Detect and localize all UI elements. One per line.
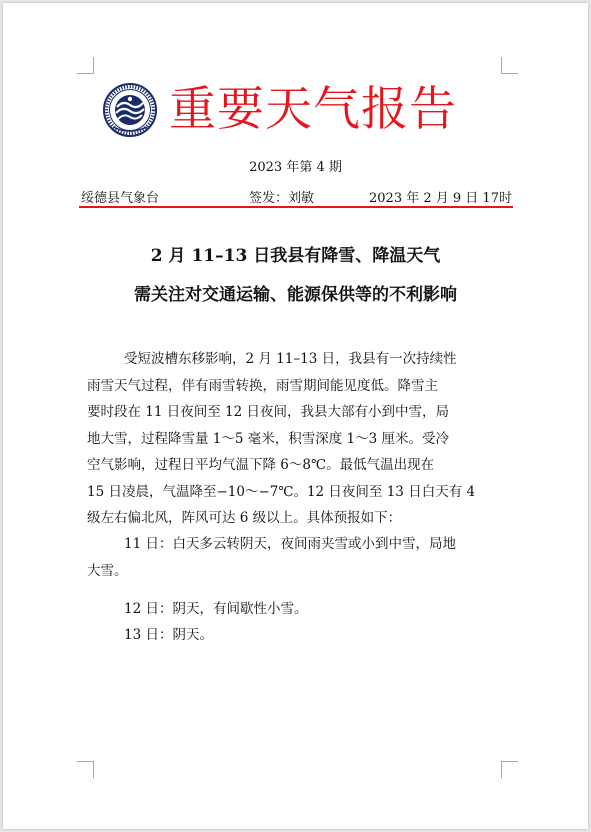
signer: 签发：刘敏 [249, 191, 315, 206]
crop-mark-top-left [77, 57, 94, 74]
body-line: 15 日凌晨，气温降至−10～−7℃。12 日夜间至 13 日白天有 4 [87, 483, 476, 500]
report-title: 重要天气报告 [169, 82, 457, 137]
forecast-day-13 [87, 622, 507, 649]
body-line: 要时段在 11 日夜间至 12 日夜间，我县大部有小到中雪，局 [87, 404, 450, 420]
body-line: 地大雪，过程降雪量 1～5 毫米，积雪深度 1～3 厘米。受冷 [87, 430, 450, 447]
body-paragraph-1 [87, 346, 507, 532]
body-line: 13 日：阴天。 [124, 627, 213, 643]
document-page [3, 3, 588, 829]
forecast-day-12 [87, 596, 507, 623]
body-line: 大雪。 [87, 562, 128, 579]
headline-line-1: 2 月 11–13 日我县有降雪、降温天气 [150, 246, 441, 266]
body-line: 12 日：阴天，有间歇性小雪。 [124, 601, 308, 617]
headline-line-2: 需关注对交通运输、能源保供等的不利影响 [134, 285, 457, 305]
body-line: 11 日：白天多云转阴天，夜间雨夹雪或小到中雪，局地 [124, 536, 456, 552]
crop-mark-top-right [501, 57, 518, 74]
forecast-day-11 [87, 531, 507, 584]
header-divider [79, 206, 513, 208]
issue-number: 2023 年第 4 期 [249, 160, 342, 175]
body-line: 雨雪天气过程，伴有雨雪转换，雨雪期间能见度低。降雪主 [87, 377, 438, 394]
body-line: 受短波槽东移影响，2 月 11–13 日，我县有一次持续性 [124, 351, 457, 367]
crop-mark-bottom-left [77, 761, 94, 778]
meteorological-emblem-icon [103, 83, 157, 137]
crop-mark-bottom-right [501, 761, 518, 778]
body-line: 级左右偏北风，阵风可达 6 级以上。具体预报如下： [87, 510, 402, 526]
issue-datetime: 2023 年 2 月 9 日 17时 [369, 191, 512, 206]
issuing-station: 绥德县气象台 [81, 191, 160, 206]
body-line: 空气影响，过程日平均气温下降 6～8℃。最低气温出现在 [87, 457, 435, 473]
